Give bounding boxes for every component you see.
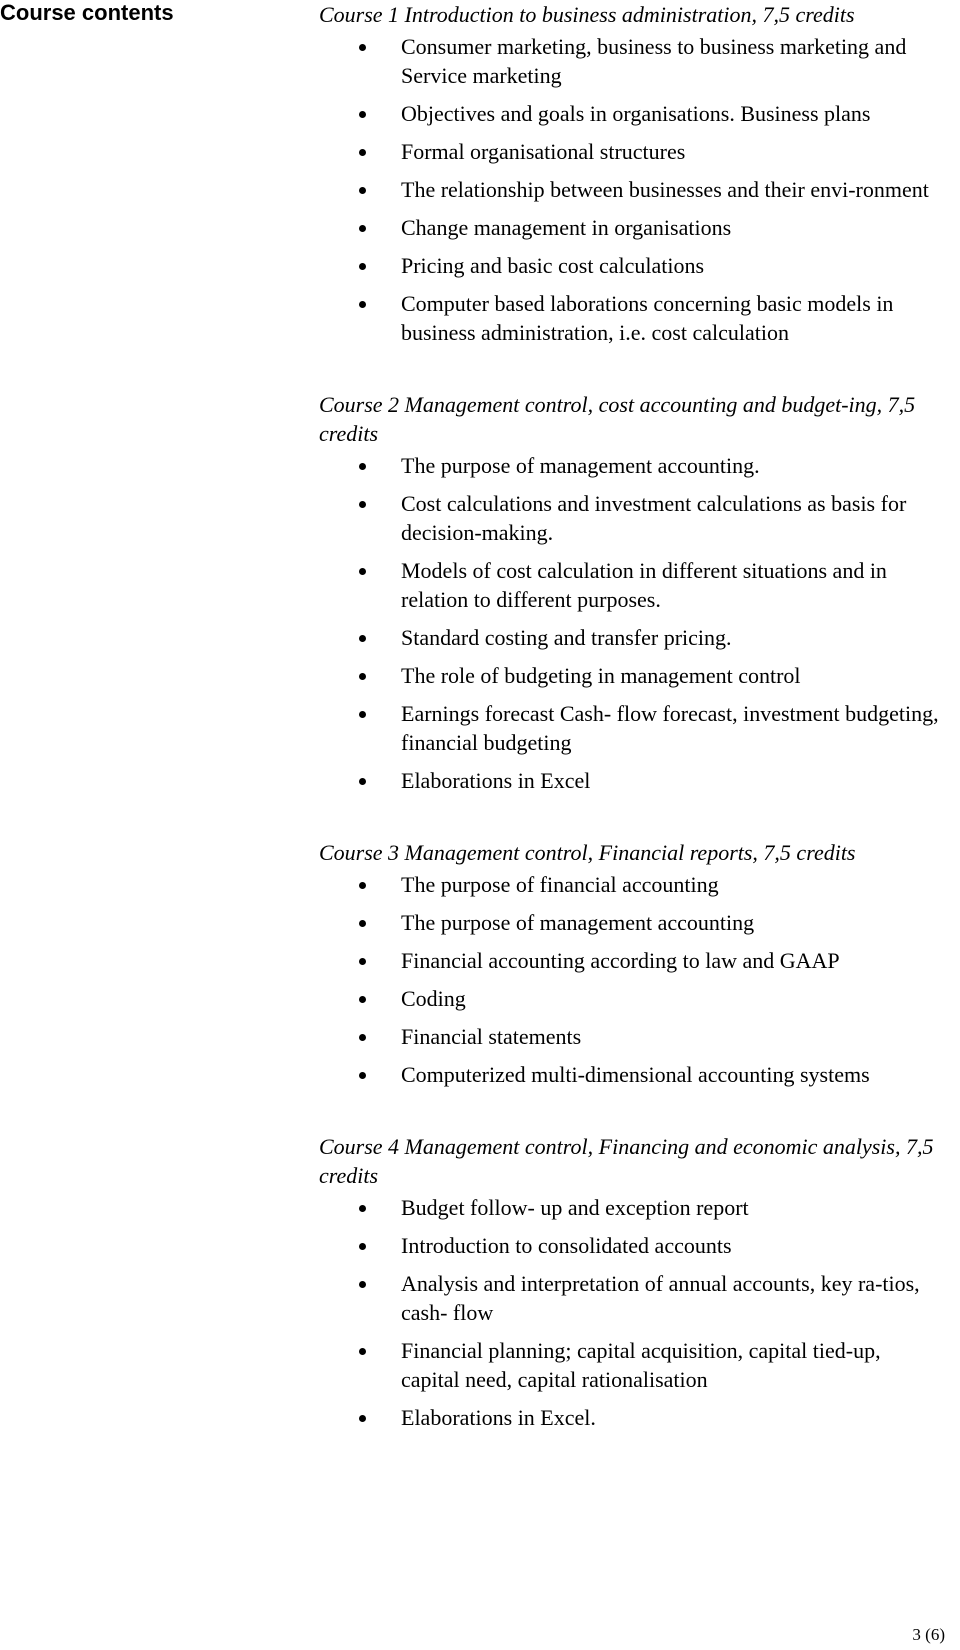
bullet-icon: [359, 1072, 366, 1079]
bullet-icon: [359, 263, 366, 270]
bullet-icon: [359, 996, 366, 1003]
list-item: [319, 99, 944, 128]
list-item-text: The relationship between businesses and their envi-ronment: [401, 177, 929, 202]
bullet-icon: [359, 778, 366, 785]
bullet-icon: [359, 1243, 366, 1250]
list-item: [319, 1269, 944, 1327]
bullet-icon: [359, 111, 366, 118]
course-topics-list: [319, 451, 944, 795]
bullet-icon: [359, 568, 366, 575]
list-item-text: Cost calculations and investment calculations as basis for decision-making.: [401, 491, 907, 545]
course-1: [319, 0, 944, 347]
list-item: [319, 251, 944, 280]
bullet-icon: [359, 301, 366, 308]
course-title: Course 2 Management control, cost accounting and budget-ing, 7,5 credits: [319, 392, 916, 446]
list-item: [319, 1231, 944, 1260]
bullet-icon: [359, 225, 366, 232]
bullet-icon: [359, 1281, 366, 1288]
list-item: [319, 489, 944, 547]
list-item-text: Change management in organisations: [401, 215, 732, 240]
list-item: [319, 661, 944, 690]
course-title: Course 1 Introduction to business administration, 7,5 credits: [319, 2, 855, 27]
list-item: [319, 289, 944, 347]
list-item: [319, 984, 944, 1013]
list-item: [319, 766, 944, 795]
course-title: Course 4 Management control, Financing and economic analysis, 7,5 credits: [319, 1134, 934, 1188]
course-contents: [319, 0, 944, 1475]
course-topics-list: [319, 870, 944, 1089]
list-item-text: Financial statements: [401, 1024, 582, 1049]
bullet-icon: [359, 463, 366, 470]
list-item-text: Consumer marketing, business to business marketing and Service marketing: [401, 34, 907, 88]
list-item-text: Analysis and interpretation of annual accounts, key ra-tios, cash- flow: [401, 1271, 920, 1325]
course-2: [319, 390, 944, 795]
bullet-icon: [359, 1034, 366, 1041]
list-item: [319, 908, 944, 937]
bullet-icon: [359, 149, 366, 156]
list-item-text: The role of budgeting in management control: [401, 663, 801, 688]
bullet-icon: [359, 1205, 366, 1212]
list-item: [319, 556, 944, 614]
list-item: [319, 946, 944, 975]
list-item-text: Computer based laborations concerning basic models in business administration, i.e. cost calculation: [401, 291, 894, 345]
list-item: [319, 870, 944, 899]
list-item: [319, 175, 944, 204]
list-item: [319, 1336, 944, 1394]
bullet-icon: [359, 958, 366, 965]
list-item-text: Elaborations in Excel.: [401, 1405, 596, 1430]
bullet-icon: [359, 882, 366, 889]
list-item-text: Earnings forecast Cash- flow forecast, investment budgeting, financial budgeting: [401, 701, 939, 755]
course-3: [319, 838, 944, 1089]
list-item-text: Standard costing and transfer pricing.: [401, 625, 732, 650]
course-topics-list: [319, 32, 944, 347]
bullet-icon: [359, 501, 366, 508]
list-item-text: Objectives and goals in organisations. Business plans: [401, 101, 871, 126]
list-item-text: The purpose of management accounting: [401, 910, 755, 935]
bullet-icon: [359, 1415, 366, 1422]
list-item: [319, 451, 944, 480]
bullet-icon: [359, 1348, 366, 1355]
course-title: Course 3 Management control, Financial reports, 7,5 credits: [319, 840, 856, 865]
list-item: [319, 32, 944, 90]
list-item-text: Elaborations in Excel: [401, 768, 591, 793]
bullet-icon: [359, 187, 366, 194]
list-item-text: Financial accounting according to law and GAAP: [401, 948, 840, 973]
list-item: [319, 137, 944, 166]
list-item: [319, 1022, 944, 1051]
list-item-text: Budget follow- up and exception report: [401, 1195, 749, 1220]
list-item-text: Formal organisational structures: [401, 139, 686, 164]
list-item: [319, 1060, 944, 1089]
course-topics-list: [319, 1193, 944, 1432]
list-item-text: Computerized multi-dimensional accounting systems: [401, 1062, 870, 1087]
list-item-text: Models of cost calculation in different situations and in relation to different purposes.: [401, 558, 887, 612]
list-item: [319, 623, 944, 652]
list-item-text: The purpose of financial accounting: [401, 872, 719, 897]
bullet-icon: [359, 635, 366, 642]
list-item-text: Introduction to consolidated accounts: [401, 1233, 732, 1258]
list-item-text: Coding: [401, 986, 466, 1011]
list-item-text: The purpose of management accounting.: [401, 453, 760, 478]
page-number: 3 (6): [912, 1625, 945, 1644]
list-item: [319, 1193, 944, 1222]
list-item: [319, 213, 944, 242]
bullet-icon: [359, 44, 366, 51]
section-heading: Course contents: [0, 0, 174, 25]
bullet-icon: [359, 711, 366, 718]
list-item-text: Financial planning; capital acquisition, capital tied-up, capital need, capital rationalisation: [401, 1338, 881, 1392]
course-4: [319, 1132, 944, 1432]
list-item-text: Pricing and basic cost calculations: [401, 253, 705, 278]
list-item: [319, 699, 944, 757]
bullet-icon: [359, 920, 366, 927]
list-item: [319, 1403, 944, 1432]
bullet-icon: [359, 673, 366, 680]
